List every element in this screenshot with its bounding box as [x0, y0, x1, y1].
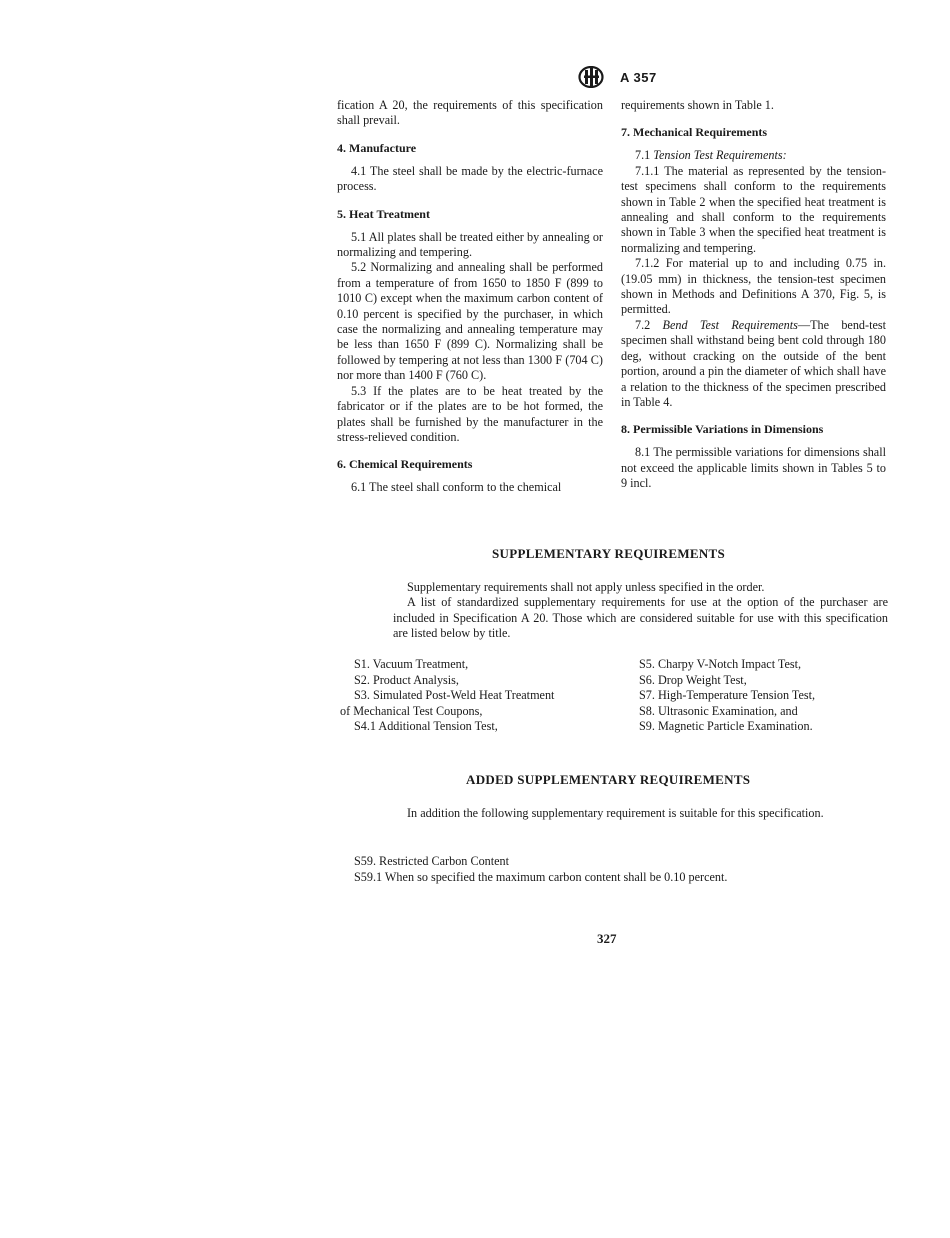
paragraph-5-1: 5.1 All plates shall be treated either by annealing or normalizing and tempering. — [337, 229, 603, 260]
added-supplementary-intro-text: In addition the following supplementary requirement is suitable for this specification. — [407, 806, 824, 820]
list-item: S9. Magnetic Particle Examination. — [639, 719, 813, 734]
right-column — [621, 98, 886, 492]
left-column — [337, 98, 603, 496]
page-number: 327 — [597, 931, 617, 946]
paragraph-7-2-number: 7.2 — [635, 317, 651, 332]
list-item: S59. Restricted Carbon Content — [354, 854, 510, 868]
paragraph-6-1: 6.1 The steel shall conform to the chemical — [351, 480, 562, 495]
list-item: of Mechanical Test Coupons, — [340, 703, 483, 718]
supplementary-list-right — [639, 657, 889, 735]
list-item: S8. Ultrasonic Examination, and — [639, 703, 798, 718]
section-heading-chemical-requirements: 6. Chemical Requirements — [337, 457, 473, 472]
section-heading-mechanical-requirements: 7. Mechanical Requirements — [621, 125, 768, 140]
paragraph-5-2: 5.2 Normalizing and annealing shall be performed from a temperature of from 1650 to 1850 F (899 to 1010 C) except when the maximum carbon content of 0.10 percent is specified by the purchaser, in which case the normalizing and annealing temperature may be less than 1650 F (899 C). Normalizing shall be followed by tempering at not less than 1300 F (704 C) nor more than 1400 F (760 C). — [337, 260, 603, 383]
list-item: S4.1 Additional Tension Test, — [354, 719, 498, 734]
added-supplementary-requirements-title: ADDED SUPPLEMENTARY REQUIREMENTS — [466, 772, 751, 787]
paragraph-7-1-2: 7.1.2 For material up to and including 0.75 in. (19.05 mm) in thickness, the tension-test specimen shown in Methods and Definitions A 370, Fig. 5, is permitted. — [621, 256, 886, 317]
list-item: S1. Vacuum Treatment, — [354, 657, 469, 671]
paragraph-7-1-title: Tension Test Requirements: — [653, 148, 787, 163]
paragraph-7-1 — [621, 148, 886, 163]
left-intro-text: fication A 20, the requirements of this specification shall prevail. — [337, 98, 603, 128]
paragraph-5-3: 5.3 If the plates are to be heat treated by the fabricator or if the plates are to be hot formed, the plates shall be furnished by the manufacturer in the stress-relieved condition. — [337, 383, 603, 444]
list-item: S5. Charpy V-Notch Impact Test, — [639, 657, 802, 671]
list-item: S6. Drop Weight Test, — [639, 672, 747, 687]
supplementary-requirements-title: SUPPLEMENTARY REQUIREMENTS — [492, 546, 726, 561]
paragraph-4-1: 4.1 The steel shall be made by the electric-furnace process. — [337, 163, 603, 194]
paragraph-7-1-number: 7.1 — [635, 148, 651, 163]
list-item: S3. Simulated Post-Weld Heat Treatment — [354, 688, 555, 703]
supplementary-intro — [393, 580, 888, 642]
page-header — [578, 66, 698, 90]
standard-designation: A 357 — [620, 70, 657, 85]
right-intro-text: requirements shown in Table 1. — [621, 98, 774, 112]
paragraph-7-2-title: Bend Test Requirements — [662, 317, 798, 332]
supplementary-intro-line-2: A list of standardized supplementary requirements for use at the option of the purchaser are included in Specification A 20. Those which are considered suitable for use with this specification are listed below by title. — [393, 595, 888, 641]
astm-logo-icon — [578, 66, 604, 88]
paragraph-8-1: 8.1 The permissible variations for dimensions shall not exceed the applicable limits shown in Tables 5 to 9 incl. — [621, 445, 886, 491]
paragraph-7-2 — [621, 318, 886, 410]
list-item: S2. Product Analysis, — [354, 672, 459, 687]
section-heading-manufacture: 4. Manufacture — [337, 140, 417, 155]
added-supplementary-items — [354, 853, 727, 885]
added-supplementary-intro — [393, 806, 888, 821]
supplementary-intro-line-1: Supplementary requirements shall not apply unless specified in the order. — [407, 580, 765, 594]
paragraph-7-1-1: 7.1.1 The material as represented by the tension-test specimens shall conform to the requirements shown in Table 2 when the specified heat treatment is annealing and shall conform to the requirements shown in Table 3 when the specified heat treatment is normalizing and tempering. — [621, 163, 886, 255]
paragraph-7-2-body: —The bend-test specimen shall withstand being bent cold through 180 deg, without cracking on the outside of the bent portion, around a pin the diameter of which shall have a relation to the thickness of the specimen prescribed in Table 4. — [621, 317, 887, 409]
list-item: S59.1 When so specified the maximum carbon content shall be 0.10 percent. — [354, 870, 728, 884]
section-heading-heat-treatment: 5. Heat Treatment — [337, 206, 430, 221]
list-item: S7. High-Temperature Tension Test, — [639, 688, 816, 703]
supplementary-list-left — [340, 657, 630, 735]
section-heading-permissible-variations: 8. Permissible Variations in Dimensions — [621, 422, 824, 437]
